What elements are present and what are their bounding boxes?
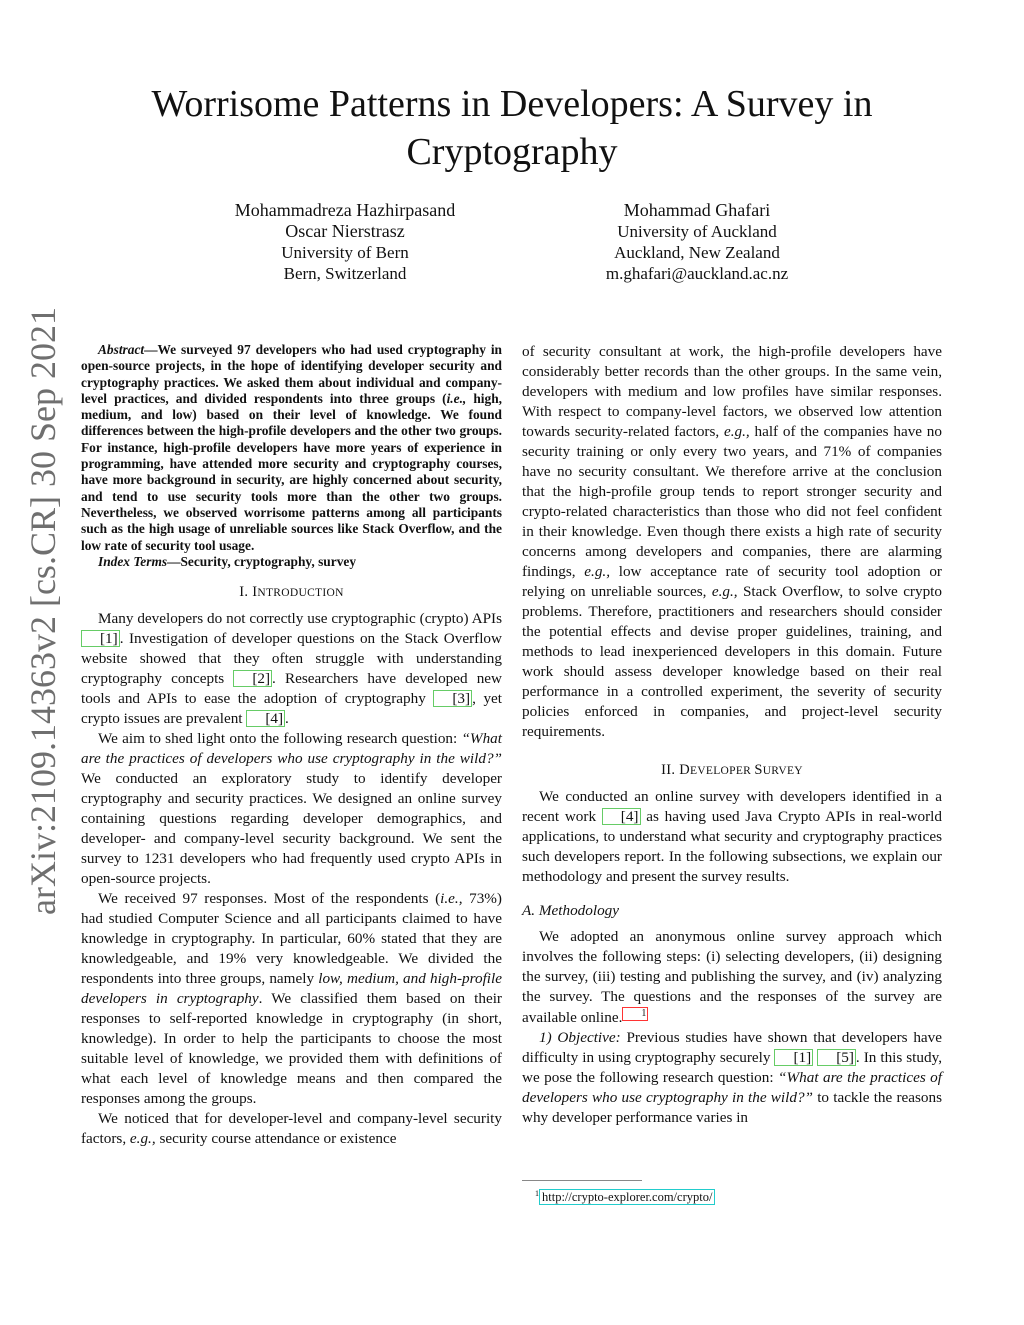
intro-paragraph: We noticed that for developer-level and company-level security factors, e.g., security course attendance or existence (81, 1110, 502, 1148)
citation-link[interactable]: [4] (602, 808, 641, 825)
objective-label: 1) Objective: (539, 1029, 621, 1047)
author-block-left (205, 200, 485, 284)
author-location: Bern, Switzerland (283, 264, 407, 283)
abstract: Abstract—We surveyed 97 developers who had used cryptography in open-source projects, in the hope of identifying developer security and cryptography practices. We asked them about individual and company-level practices, and divided respondents into three groups (i.e., high, medium, and low) based on their level of knowledge. We found differences between the high-profile developers and the other two groups. For instance, high-profile developers have more years of experience in programming, have attended more security and cryptography courses, have more background in security, are highly concerned about security, and tend to use security tools more than the other two groups. Nevertheless, we observed worrisome patterns among all participants such as the high usage of unreliable sources like Stack Overflow, and the low rate of security tool usage. (81, 342, 502, 553)
footnote-divider (522, 1180, 642, 1181)
arxiv-identifier-stamp: arXiv:2109.14363v2 [cs.CR] 30 Sep 2021 (23, 307, 63, 915)
author-name: Mohammad Ghafari (623, 200, 771, 220)
section-heading-developer-survey: II. DEVELOPER SURVEY (661, 762, 803, 778)
author-email[interactable]: m.ghafari@auckland.ac.nz (605, 264, 789, 283)
citation-link[interactable]: [2] (233, 670, 272, 687)
subsection-heading-methodology: A. Methodology (522, 902, 620, 919)
author-name: Mohammadreza Hazhirpasand (234, 200, 456, 220)
footnote-link[interactable]: 1 (622, 1007, 648, 1021)
index-terms: Index Terms—Security, cryptography, survey (98, 553, 357, 569)
survey-paragraph: We conducted an online survey with developers identified in a recent work [4] as having used Java Crypto APIs in real-world applications, to understand what security and cryptography practices such developers report. In the following subsections, we explain our methodology and present the survey results. (522, 788, 942, 885)
author-affiliation: University of Bern (281, 243, 409, 262)
footnote-url-link[interactable]: http://crypto-explorer.com/crypto/ (539, 1189, 715, 1205)
citation-link[interactable]: [1] (81, 630, 120, 647)
intro-paragraph: We received 97 responses. Most of the respondents (i.e., 73%) had studied Computer Science and all participants claimed to have knowledge in cryptography. In particular, 60% stated that they are knowledgeable, and 19% very knowledgeable. We divided the respondents into three groups, namely low, medium, and high-profile developers in cryptography. We classified them based on their responses to self-reported knowledge in cryptography (in short, knowledge). In order to help the participants to choose the most suitable level of knowledge, we provided them with definitions of what each level of knowledge means and then compared the responses among the groups. (81, 890, 502, 1108)
author-affiliation: University of Auckland (617, 222, 777, 241)
citation-link[interactable]: [5] (817, 1049, 856, 1066)
paper-title: Worrisome Patterns in Developers: A Survey in Cryptography (151, 83, 873, 173)
right-column (522, 342, 942, 1128)
citation-link[interactable]: [3] (433, 690, 472, 707)
left-column (81, 342, 502, 1149)
author-block-right (560, 200, 834, 284)
abstract-label: Abstract (98, 342, 145, 357)
methodology-paragraph: We adopted an anonymous online survey approach which involves the following steps: (i) selecting developers, (ii) designing the survey, (iii) testing and publishing the survey, and (iv) analyzing the survey. The questions and the responses of the survey are available online. 1 (522, 928, 942, 1027)
author-location: Auckland, New Zealand (614, 243, 780, 262)
intro-paragraph: Many developers do not correctly use cryptographic (crypto) APIs [1] . Investigation of developer questions on the Stack Overflow website showed that they often struggle with understanding cryptography concepts [2] . Researchers have developed new tools and APIs to ease the adoption of cryptography [3] , yet crypto issues are prevalent [4] . (81, 610, 503, 728)
author-name: Oscar Nierstrasz (285, 221, 405, 241)
intro-paragraph-continued: of security consultant at work, the high-profile developers have considerably better records than the other groups. In the same vein, developers with medium and low profiles have similar responses. With respect to company-level factors, we observed low attention towards security-related factors, e.g., half of the companies have no security training or only every two years, and 71% of companies have no security consultant. We therefore arrive at the conclusion that the high-profile group tends to report stronger security and crypto-related characteristics than those who did not feel confident in their knowledge. Even though there exists a high rate of security concerns among developers and companies, there are alarming findings, e.g., low acceptance rate of security tool adoption or relying on unreliable sources, e.g., Stack Overflow, to solve crypto problems. Therefore, practitioners and researchers should consider the potential effects and devise proper guidelines, training, and methods to lead inexperienced developers in this domain. Future work should assess developer knowledge based on their real performance in a controlled experiment, the severity of security policies enforced in companies, and project-level security requirements. (522, 343, 942, 740)
intro-paragraph: We aim to shed light onto the following research question: “What are the practices of developers who use cryptography in the wild?” We conducted an exploratory study to identify developer cryptography and security practices. We designed an online survey containing questions regarding developer demographics, and developer- and company-level security background. We sent the survey to 1231 developers who had frequently used crypto APIs in open-source projects. (81, 730, 502, 888)
objective-paragraph: 1) Objective: Previous studies have shown that developers have difficulty in using cryptography securely [1] [5] . In this study, we pose the following research question: “What are the practices of developers who use cryptography in the wild?” to tackle the reasons why developer performance varies in (522, 1029, 943, 1127)
citation-link[interactable]: [4] (246, 710, 285, 727)
footnote: $^1$ http://crypto-explorer.com/crypto/ (535, 1186, 715, 1205)
citation-link[interactable]: [1] (774, 1049, 813, 1066)
section-heading-introduction: I. INTRODUCTION (239, 584, 344, 601)
